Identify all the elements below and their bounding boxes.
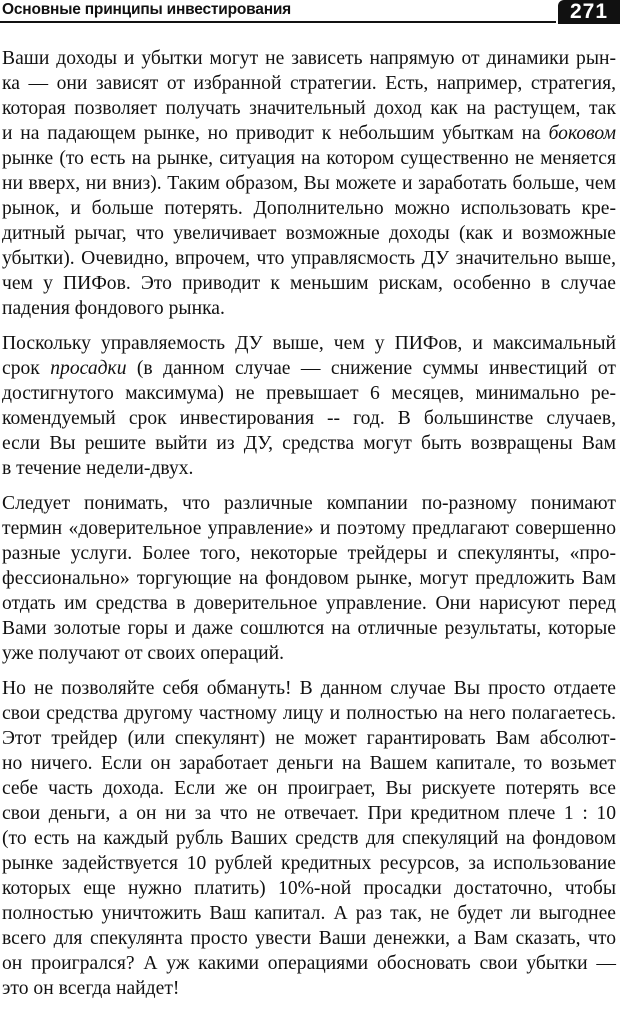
text-line: если Вы решите выйти из ДУ, средства могут быть возвращены Вам (2, 433, 616, 454)
text-line: Следует понимать, что различные компании по-разному понимают (2, 493, 616, 514)
text-line: комендуемый срок инвестирования -- год. В большинстве случаев, (2, 408, 616, 429)
emphasized-term: боковом (548, 123, 616, 144)
text-line: падения фондового рынка. (2, 298, 225, 319)
text-line: полностью уничтожить Ваш капитал. А раз так, не будет ли выгоднее (2, 903, 616, 924)
text-line: рынке (то есть на рынке, ситуация на котором существенно не меняется (2, 148, 616, 169)
paragraph (2, 331, 616, 481)
header-title: Основные принципы инвестирования (2, 1, 292, 18)
text-line: свои деньги, а он ни за что не отвечает. При кредитном плече 1 : 10 (2, 803, 616, 824)
text-line: которых еще нужно платить) 10%-ной просадки достаточно, чтобы (2, 878, 616, 899)
text-line: (то есть на каждый рубль Ваших средств для спекуляций на фондовом (2, 828, 616, 849)
text-line: ни вверх, ни вниз). Таким образом, Вы можете и заработать больше, чем (2, 173, 616, 194)
text-line: чем у ПИФов. Это приводит к меньшим рискам, особенно в случае (2, 273, 616, 294)
paragraph (2, 491, 616, 666)
header-rule (0, 21, 556, 23)
text-line: разные услуги. Более того, некоторые трейдеры и спекулянты, «про- (2, 543, 616, 564)
text-line: Этот трейдер (или спекулянт) не может гарантировать Вам абсолют- (2, 728, 616, 749)
text-line: но ничего. Если он заработает деньги на Вашем капитале, то возьмет (2, 753, 616, 774)
text-line: Ваши доходы и убытки могут не зависеть напрямую от динамики рын- (2, 48, 616, 69)
paragraph (2, 46, 616, 321)
text-segment: и на падающем рынке, но приводит к небольшим убыткам на (2, 123, 549, 144)
text-line: ка — они зависят от избранной стратегии. Есть, например, стратегия, (2, 73, 616, 94)
text-line: уже получают от своих операций. (2, 643, 285, 664)
text-line: свои средства другому частному лицу и полностью на него полагаетесь. (2, 703, 616, 724)
text-line: термин «доверительное управление» и поэтому предлагают совершенно (2, 518, 616, 539)
text-line: которая позволяет получать значительный доход как на растущем, так (2, 98, 616, 119)
emphasized-term: просадки (50, 358, 127, 379)
text-line: рынок, и больше потерять. Дополнительно можно использовать кре- (2, 198, 616, 219)
text-line: всего для спекулянта просто увести Ваши денежки, а Вам сказать, что (2, 928, 616, 949)
text-segment: (в данном случае — снижение суммы инвестиций от (126, 358, 616, 379)
text-line: рынке задействуется 10 рублей кредитных ресурсов, за использование (2, 853, 616, 874)
text-line: в течение недели-двух. (2, 458, 194, 479)
text-line: фессионально» торгующие на фондовом рынке, могут предложить Вам (2, 568, 616, 589)
running-header (0, 0, 620, 24)
text-segment: срок (2, 358, 51, 379)
text-line: убытки). Очевидно, впрочем, что управлясмость ДУ значительно выше, (2, 248, 616, 269)
text-line (2, 121, 616, 146)
text-line: Но не позволяйте себя обмануть! В данном случае Вы просто отдаете (2, 678, 616, 699)
text-line (2, 356, 616, 381)
text-line: он проигрался? А уж какими операциями обосновать свои убытки — (2, 953, 616, 974)
text-line: Вами золотые горы и даже сошлются на отличные результаты, которые (2, 618, 616, 639)
text-line: Поскольку управляемость ДУ выше, чем у ПИФов, и максимальный (2, 333, 616, 354)
text-line: отдать им средства в доверительное управление. Они нарисуют перед (2, 593, 616, 614)
page-number: 271 (558, 0, 620, 24)
text-line: это он всегда найдет! (2, 978, 180, 999)
text-line: дитный рычаг, что увеличивает возможные доходы (как и возможные (2, 223, 616, 244)
text-line: себе часть дохода. Если же он проиграет, Вы рискуете потерять все (2, 778, 616, 799)
paragraph (2, 676, 616, 1001)
body-text (2, 46, 616, 1011)
text-line: достигнутого максимума) не превышает 6 месяцев, минимально ре- (2, 383, 616, 404)
